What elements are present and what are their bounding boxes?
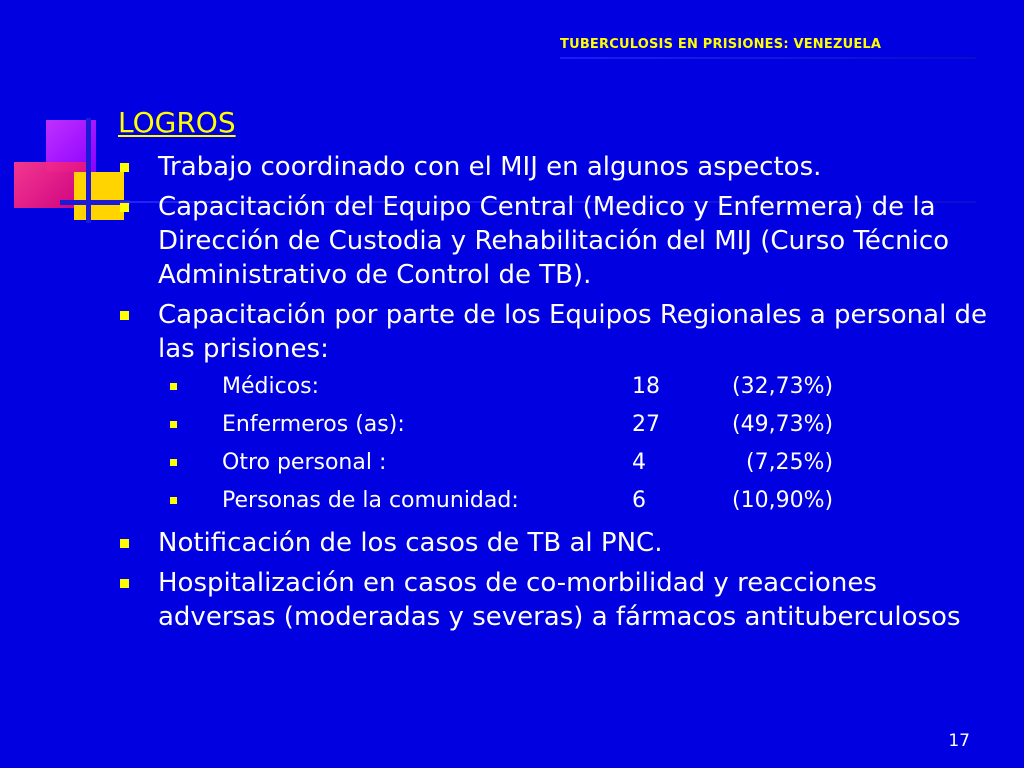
bullet-square-icon — [120, 579, 129, 588]
personnel-label: Enfermeros (as): — [222, 412, 405, 437]
bullet-list — [118, 150, 998, 634]
sub-bullet-square-icon — [170, 459, 177, 466]
personnel-count: 27 — [632, 412, 660, 437]
bullet-square-icon — [120, 311, 129, 320]
decorative-squares-logo — [10, 118, 130, 228]
page-number: 17 — [948, 731, 970, 751]
bullet-item — [118, 526, 998, 560]
personnel-label: Personas de la comunidad: — [222, 488, 519, 513]
bullet-square-icon — [120, 539, 129, 548]
sub-bullet-square-icon — [170, 497, 177, 504]
bullet-text: Notificación de los casos de TB al PNC. — [158, 528, 663, 558]
personnel-label: Médicos: — [222, 374, 320, 399]
personnel-row — [170, 368, 998, 406]
bullet-text: Capacitación del Equipo Central (Medico y Enfermera) de la Dirección de Custodia y Rehabilitación del MIJ (Curso Técnico Administrativo de Control de TB). — [158, 192, 950, 290]
bullet-square-icon — [120, 163, 129, 172]
personnel-label: Otro personal : — [222, 450, 387, 475]
personnel-count: 6 — [632, 488, 646, 513]
bullet-text: Trabajo coordinado con el MIJ en algunos aspectos. — [158, 152, 822, 182]
personnel-percent: (7,25%) — [732, 450, 834, 475]
header-title: TUBERCULOSIS EN PRISIONES: VENEZUELA — [560, 37, 882, 52]
vertical-divider-line — [86, 118, 91, 223]
personnel-row — [170, 406, 998, 444]
sub-bullet-square-icon — [170, 421, 177, 428]
personnel-percent: (49,73%) — [732, 412, 834, 437]
bullet-square-icon — [120, 203, 129, 212]
personnel-row — [170, 444, 998, 482]
bullet-item — [118, 190, 998, 292]
personnel-percent: (32,73%) — [732, 374, 834, 399]
bullet-item — [118, 566, 998, 634]
yellow-square — [74, 172, 124, 220]
sub-bullet-square-icon — [170, 383, 177, 390]
personnel-row — [170, 482, 998, 520]
personnel-percent: (10,90%) — [732, 488, 834, 513]
bullet-item — [118, 298, 998, 366]
header-divider — [560, 57, 976, 59]
personnel-count: 4 — [632, 450, 646, 475]
personnel-list — [170, 368, 998, 520]
bullet-item — [118, 150, 998, 184]
section-heading: LOGROS — [118, 106, 236, 139]
bullet-text: Hospitalización en casos de co-morbilidad y reacciones adversas (moderadas y severas) a fármacos antituberculosos — [158, 568, 961, 632]
personnel-count: 18 — [632, 374, 660, 399]
bullet-text: Capacitación por parte de los Equipos Regionales a personal de las prisiones: — [158, 300, 988, 364]
